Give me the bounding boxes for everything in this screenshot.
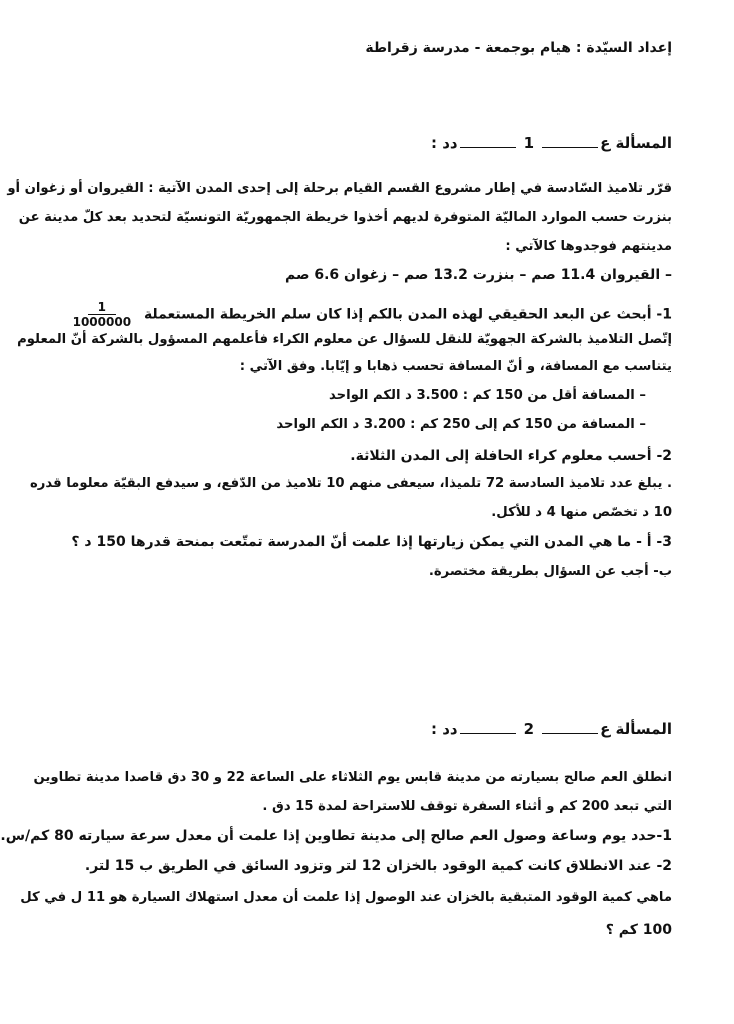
p2-line-1: انطلق العم صالح بسيارته من مدينة قابس يوم الثلاثاء على الساعة 22 و 30 دق قاصدا مدينة تطاوين <box>33 770 672 785</box>
p1-question-1: 1- أبحث عن البعد الحقيقي لهذه المدن بالكم إذا كان سلم الخريطة المستعملة <box>143 306 672 323</box>
p1-line-7: يتناسب مع المسافة، و أنّ المسافة تحسب ذهابا و إيّابا. وفق الآتي : <box>239 359 672 374</box>
p2-line-2: التي تبعد 200 كم و أثناء السفرة توقف للاستراحة لمدة 15 دق . <box>262 799 672 814</box>
scale-denominator: 1000000 <box>72 315 132 329</box>
p1-line-5 <box>72 300 672 329</box>
p1-line-12: 10 د تخصّص منها 4 د للأكل. <box>491 505 672 520</box>
p1-line-10: 2- أحسب معلوم كراء الحافلة إلى المدن الثلاثة. <box>350 448 672 464</box>
p1-line-6: إتّصل التلاميذ بالشركة الجهويّة للنقل للسؤال عن معلوم الكراء فأعلمهم المسؤول بالشركة أنّ المعلوم <box>17 332 672 347</box>
map-scale-fraction <box>69 300 135 329</box>
p1-line-14: ب- أجب عن السؤال بطريقة مختصرة. <box>428 564 672 579</box>
problem-1-title-word: المسألة ع <box>600 134 672 152</box>
problem-2-title-word: المسألة ع <box>600 720 672 738</box>
problem-2-title-end: دد : <box>431 720 458 738</box>
p2-line-4: 2- عند الانطلاق كانت كمية الوقود بالخزان 12 لتر وتزود السائق في الطريق ب 15 لتر. <box>84 858 672 874</box>
problem-1-title-end: دد : <box>431 134 458 152</box>
problem-1-number: 1 <box>523 134 535 152</box>
p1-line-13: 3- أ - ما هي المدن التي يمكن زيارتها إذا علمت أنّ المدرسة تمتّعت بمنحة قدرها 150 د ؟ <box>71 534 672 550</box>
p1-line-1: قرّر تلاميذ السّادسة في إطار مشروع القسم القيام برحلة إلى إحدى المدن الآتية : القيروان أو زغوان أو <box>7 181 672 196</box>
p2-line-5: ماهي كمية الوقود المتبقية بالخزان عند الوصول إذا علمت أن معدل استهلاك السيارة هو 11 ل في كل <box>20 890 672 905</box>
problem-2-number: 2 <box>523 720 535 738</box>
p1-line-8: – المسافة أقل من 150 كم : 3.500 د الكم الواحد <box>329 388 646 403</box>
p1-line-11: . يبلغ عدد تلاميذ السادسة 72 تلميذا، سيعفى منهم 10 تلاميذ من الدّفع، و سيدفع البقيّة معلوما قدره <box>30 476 672 491</box>
p2-line-6: 100 كم ؟ <box>605 922 672 938</box>
p1-line-2: بنزرت حسب الموارد الماليّة المتوفرة لديهم أخذوا خريطة الجمهوريّة التونسيّة لتحديد بعد كلّ مدينة عن <box>18 210 672 225</box>
problem-2-title <box>431 720 672 738</box>
p1-line-3: مدينتهم فوجدوها كالآتي : <box>505 239 672 254</box>
p1-line-9: – المسافة من 150 كم إلى 250 كم : 3.200 د الكم الواحد <box>276 417 646 432</box>
p2-line-3: 1-حدد يوم وساعة وصول العم صالح إلى مدينة تطاوين إذا علمت أن معدل سرعة سيارته 80 كم/س. <box>0 828 672 844</box>
author-header: إعداد السيّدة : هيام بوجمعة - مدرسة زقراطة <box>365 40 672 56</box>
scale-numerator: 1 <box>88 300 116 315</box>
problem-1-title <box>431 134 672 152</box>
p1-line-4: – القيروان 11.4 صم – بنزرت 13.2 صم – زغوان 6.6 صم <box>284 267 672 283</box>
